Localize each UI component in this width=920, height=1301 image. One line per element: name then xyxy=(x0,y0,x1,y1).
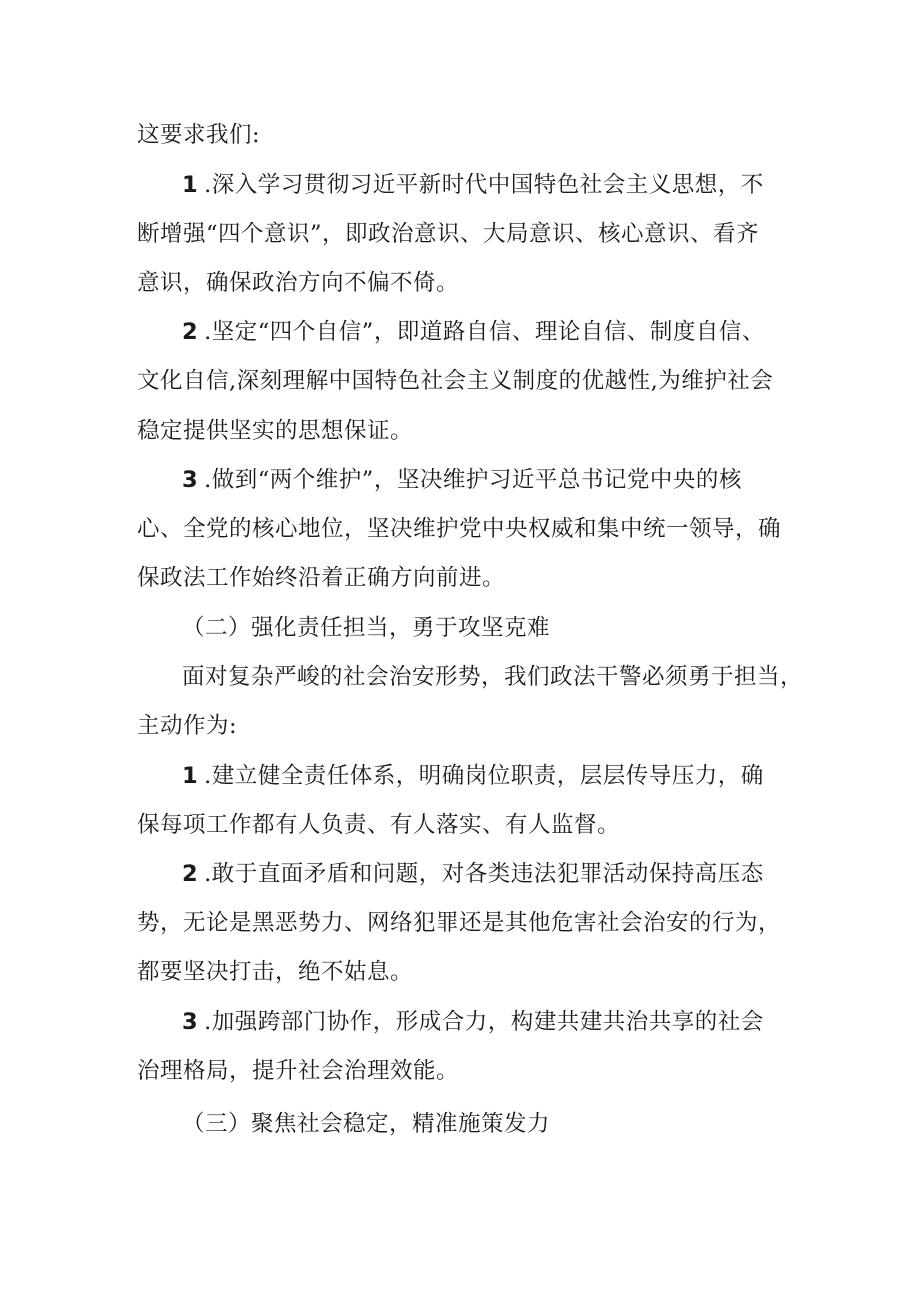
list-item-1-line-1: 1 .深入学习贯彻习近平新时代中国特色社会主义思想，不 xyxy=(182,165,764,205)
list-item-b3-line-1: 3 .加强跨部门协作，形成合力，构建共建共治共享的社会 xyxy=(182,1002,764,1042)
list-number: 2 xyxy=(182,319,199,345)
list-item-3-line-1: 3 .做到“两个维护”，坚决维护习近平总书记党中央的核 xyxy=(182,460,742,500)
list-number: 3 xyxy=(182,467,199,493)
list-number: 2 xyxy=(182,861,199,887)
list-item-b2-line-2: 势，无论是黑恶势力、网络犯罪还是其他危害社会治安的行为， xyxy=(137,910,782,936)
list-item-2-line-3: 稳定提供坚实的思想保证。 xyxy=(137,418,414,444)
section-heading-3: （三）聚焦社会稳定，精准施策发力 xyxy=(182,1111,551,1137)
paragraph-line-2: 主动作为: xyxy=(137,713,238,739)
list-number: 1 xyxy=(182,763,199,789)
list-number: 3 xyxy=(182,1009,199,1035)
section-heading-2: （二）强化责任担当，勇于攻坚克难 xyxy=(182,615,551,641)
list-item-1-line-2: 断增强“四个意识”，即政治意识、大局意识、核心意识、看齐 xyxy=(137,221,760,247)
list-item-b1-line-2: 保每项工作都有人负责、有人落实、有人监督。 xyxy=(137,812,621,838)
list-item-3-line-2: 心、全党的核心地位，坚决维护党中央权威和集中统一领导，确 xyxy=(137,516,782,542)
list-item-b1-line-1: 1 .建立健全责任体系，明确岗位职责，层层传导压力，确 xyxy=(182,756,764,796)
paragraph-line-1: 面对复杂严峻的社会治安形势，我们政法干警必须勇于担当， xyxy=(182,664,804,690)
list-item-2-line-1: 2 .坚定“四个自信”，即道路自信、理论自信、制度自信、 xyxy=(182,312,765,352)
list-item-b3-line-2: 治理格局，提升社会治理效能。 xyxy=(137,1058,460,1084)
list-item-b2-line-1: 2 .敢于直面矛盾和问题，对各类违法犯罪活动保持高压态 xyxy=(182,854,764,894)
list-item-3-line-3: 保政法工作始终沿着正确方向前进。 xyxy=(137,565,506,591)
list-number: 1 xyxy=(182,172,199,198)
text-line-intro: 这要求我们: xyxy=(137,122,261,148)
list-item-1-line-3: 意识，确保政治方向不偏不倚。 xyxy=(137,270,460,296)
list-item-2-line-2: 文化自信,深刻理解中国特色社会主义制度的优越性,为维护社会 xyxy=(137,368,774,394)
list-item-b2-line-3: 都要坚决打击，绝不姑息。 xyxy=(137,959,414,985)
